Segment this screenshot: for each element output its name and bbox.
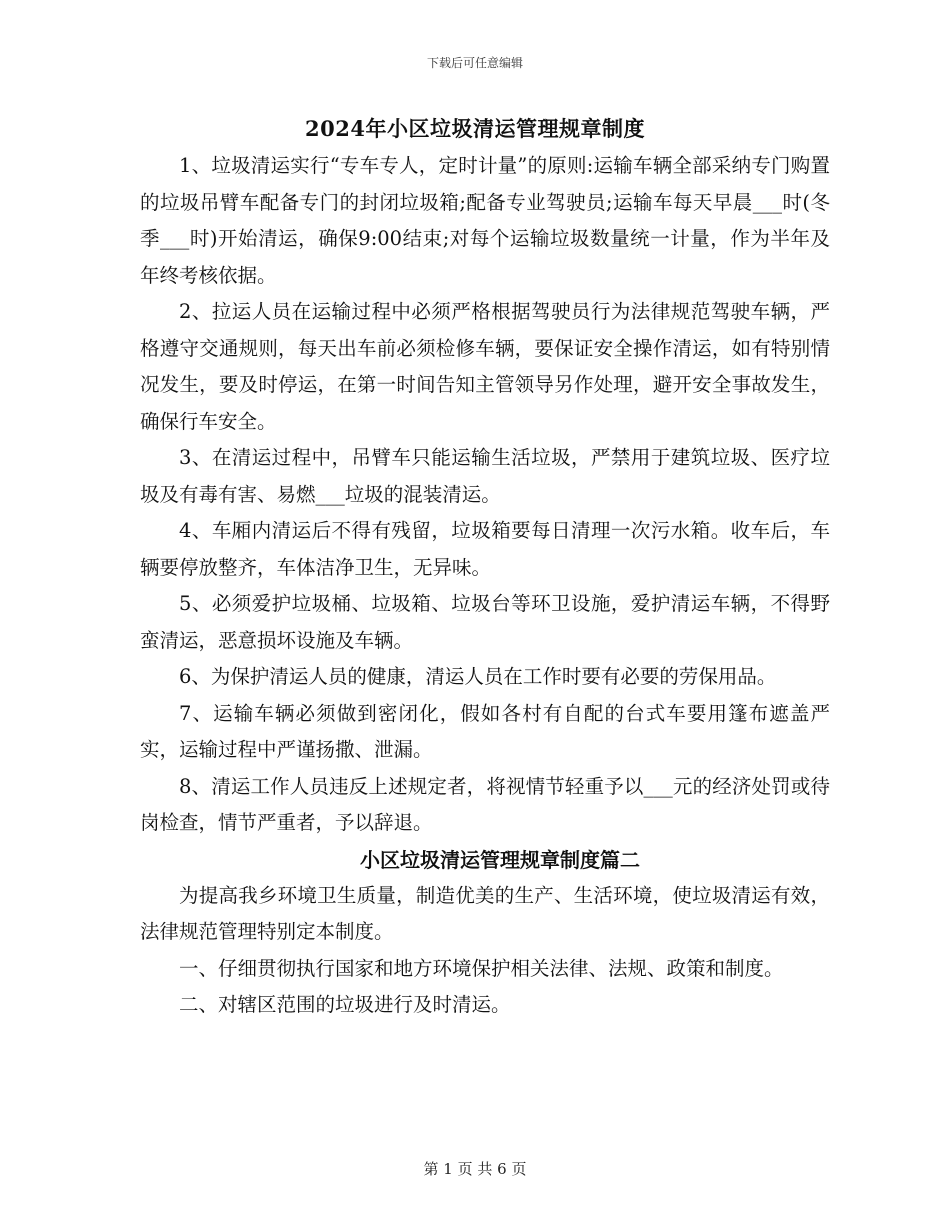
section-2-paragraph-2: 一、仔细贯彻执行国家和地方环境保护相关法律、法规、政策和制度。 xyxy=(179,956,784,980)
page-header: 下载后可任意编辑 xyxy=(426,56,523,70)
document-title: 2024年小区垃圾清运管理规章制度 xyxy=(305,116,645,141)
section-2-paragraph-1: 为提高我乡环境卫生质量，制造优美的生产、生活环境，使垃圾清运有效，法律规范管理特别定本制度。 xyxy=(140,883,830,943)
section-2-title: 小区垃圾清运管理规章制度篇二 xyxy=(360,847,640,872)
document-body xyxy=(140,148,830,1024)
paragraph-3: 3、在清运过程中，吊臂车只能运输生活垃圾，严禁用于建筑垃圾、医疗垃圾及有毒有害、易燃___垃圾的混装清运。 xyxy=(140,446,830,506)
paragraph-7: 7、运输车辆必须做到密闭化，假如各村有自配的台式车要用篷布遮盖严实，运输过程中严谨扬撒、泄漏。 xyxy=(140,701,830,761)
page-footer: 第 1 页 共 6 页 xyxy=(423,1160,527,1178)
paragraph-5: 5、必须爱护垃圾桶、垃圾箱、垃圾台等环卫设施，爱护清运车辆，不得野蛮清运，恶意损坏设施及车辆。 xyxy=(140,592,830,652)
section-2-paragraph-3: 二、对辖区范围的垃圾进行及时清运。 xyxy=(179,993,511,1016)
paragraph-8: 8、清运工作人员违反上述规定者，将视情节轻重予以___元的经济处罚或待岗检查，情节严重者，予以辞退。 xyxy=(140,774,830,834)
paragraph-2: 2、拉运人员在运输过程中必须严格根据驾驶员行为法律规范驾驶车辆，严格遵守交通规则，每天出车前必须检修车辆，要保证安全操作清运，如有特别情况发生，要及时停运，在第一时间告知主管领导另作处理，避开安全事故发生，确保行车安全。 xyxy=(140,300,830,433)
paragraph-1: 1、垃圾清运实行“专车专人，定时计量”的原则:运输车辆全部采纳专门购置的垃圾吊臂车配备专门的封闭垃圾箱;配备专业驾驶员;运输车每天早晨___时(冬季___时)开始清运，确保9:00结束;对每个运输垃圾数量统一计量，作为半年及年终考核依据。 xyxy=(140,154,830,287)
paragraph-4: 4、车厢内清运后不得有残留，垃圾箱要每日清理一次污水箱。收车后，车辆要停放整齐，车体洁净卫生，无异味。 xyxy=(140,519,830,579)
paragraph-6: 6、为保护清运人员的健康，清运人员在工作时要有必要的劳保用品。 xyxy=(179,665,777,688)
